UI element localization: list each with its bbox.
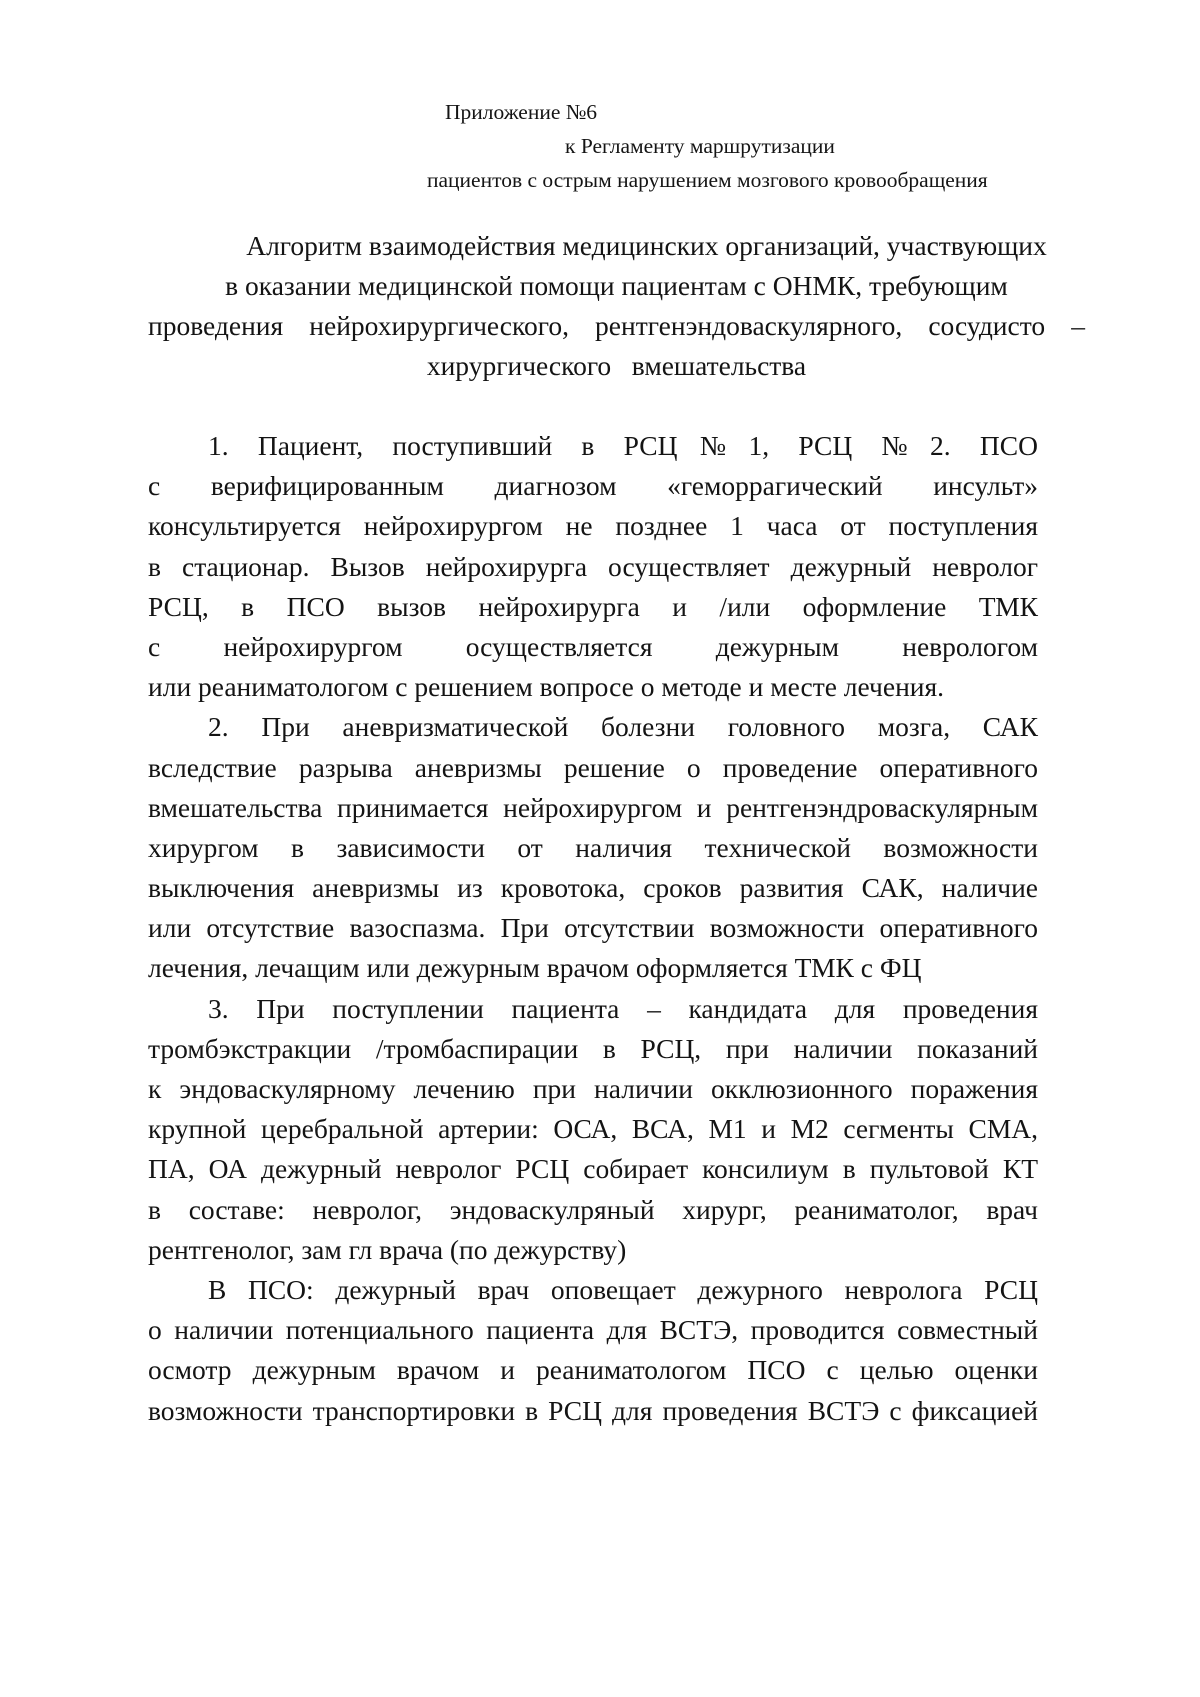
text-line: в составе: невролог, эндоваскулряный хирург, реаниматолог, врач xyxy=(148,1193,1038,1225)
text-line: или реаниматологом с решением вопросе о методе и месте лечения. xyxy=(148,671,945,703)
paragraph-1 xyxy=(148,426,1038,707)
text-line: в стационар. Вызов нейрохирурга осуществляет дежурный невролог xyxy=(148,550,1038,582)
appendix-reference: к Регламенту маршрутизации xyxy=(565,134,835,158)
text-line: вмешательства принимается нейрохирургом и рентгенэндроваскулярным xyxy=(148,791,1038,823)
document-body xyxy=(148,426,1038,1431)
paragraph-4 xyxy=(148,1270,1038,1431)
text-line: возможности транспортировки в РСЦ для проведения ВСТЭ с фиксацией xyxy=(148,1394,1038,1426)
title-line: в оказании медицинской помощи пациентам с ОНМК, требующим xyxy=(225,270,1008,301)
text-line: выключения аневризмы из кровотока, сроков развития САК, наличие xyxy=(148,872,1038,904)
text-line: или отсутствие вазоспазма. При отсутствии возможности оперативного xyxy=(148,912,1038,944)
text-line: 1. Пациент, поступивший в РСЦ№1, РСЦ №2. ПСО xyxy=(208,430,1038,461)
text-line: РСЦ, в ПСО вызов нейрохирурга и /или оформление ТМК xyxy=(148,590,1038,622)
text-line: 3. При поступлении пациента – кандидата для проведения xyxy=(208,992,1038,1024)
text-line: консультируется нейрохирургом не позднее 1 часа от поступления xyxy=(148,510,1038,542)
text-line: 2. При аневризматической болезни головного мозга, САК xyxy=(208,711,1038,743)
paragraph-3 xyxy=(148,989,1038,1270)
title-line: хирургического вмешательства xyxy=(426,350,807,381)
title-line: Алгоритм взаимодействия медицинских организаций, участвующих xyxy=(246,230,1047,261)
text-line: крупной церебральной артерии: ОСА, ВСА, М1 и М2 сегменты СМА, xyxy=(148,1113,1038,1145)
text-line: рентгенолог, зам гл врача (по дежурству) xyxy=(148,1233,627,1265)
text-line: лечения, лечащим или дежурным врачом оформляется ТМК с ФЦ xyxy=(148,952,922,984)
title-line: проведения нейрохирургического, рентгенэндоваскулярного, сосудисто – xyxy=(148,310,1085,341)
text-line: осмотр дежурным врачом и реаниматологом ПСО с целью оценки xyxy=(148,1354,1038,1386)
text-line: В ПСО: дежурный врач оповещает дежурного невролога РСЦ xyxy=(208,1273,1038,1305)
text-line: вследствие разрыва аневризмы решение о проведение оперативного xyxy=(148,751,1038,783)
text-line: ПА, ОА дежурный невролог РСЦ собирает консилиум в пультовой КТ xyxy=(148,1153,1038,1185)
text-line: к эндоваскулярному лечению при наличии окклюзионного поражения xyxy=(148,1073,1038,1104)
text-line: с нейрохирургом осуществляется дежурным неврологом xyxy=(148,630,1038,662)
appendix-subject: пациентов с острым нарушением мозгового кровообращения xyxy=(427,168,988,192)
document-title xyxy=(148,226,1085,386)
paragraph-2 xyxy=(148,707,1038,988)
text-line: тромбэкстракции /тромбаспирации в РСЦ, при наличии показаний xyxy=(148,1032,1038,1064)
text-line: о наличии потенциального пациента для ВСТЭ, проводится совместный xyxy=(148,1314,1038,1346)
appendix-number: Приложение №6 xyxy=(445,100,598,124)
text-line: с верифицированным диагнозом «геморрагический инсульт» xyxy=(148,470,1038,502)
text-line: хирургом в зависимости от наличия технической возможности xyxy=(148,831,1038,863)
appendix-header xyxy=(0,95,1200,197)
